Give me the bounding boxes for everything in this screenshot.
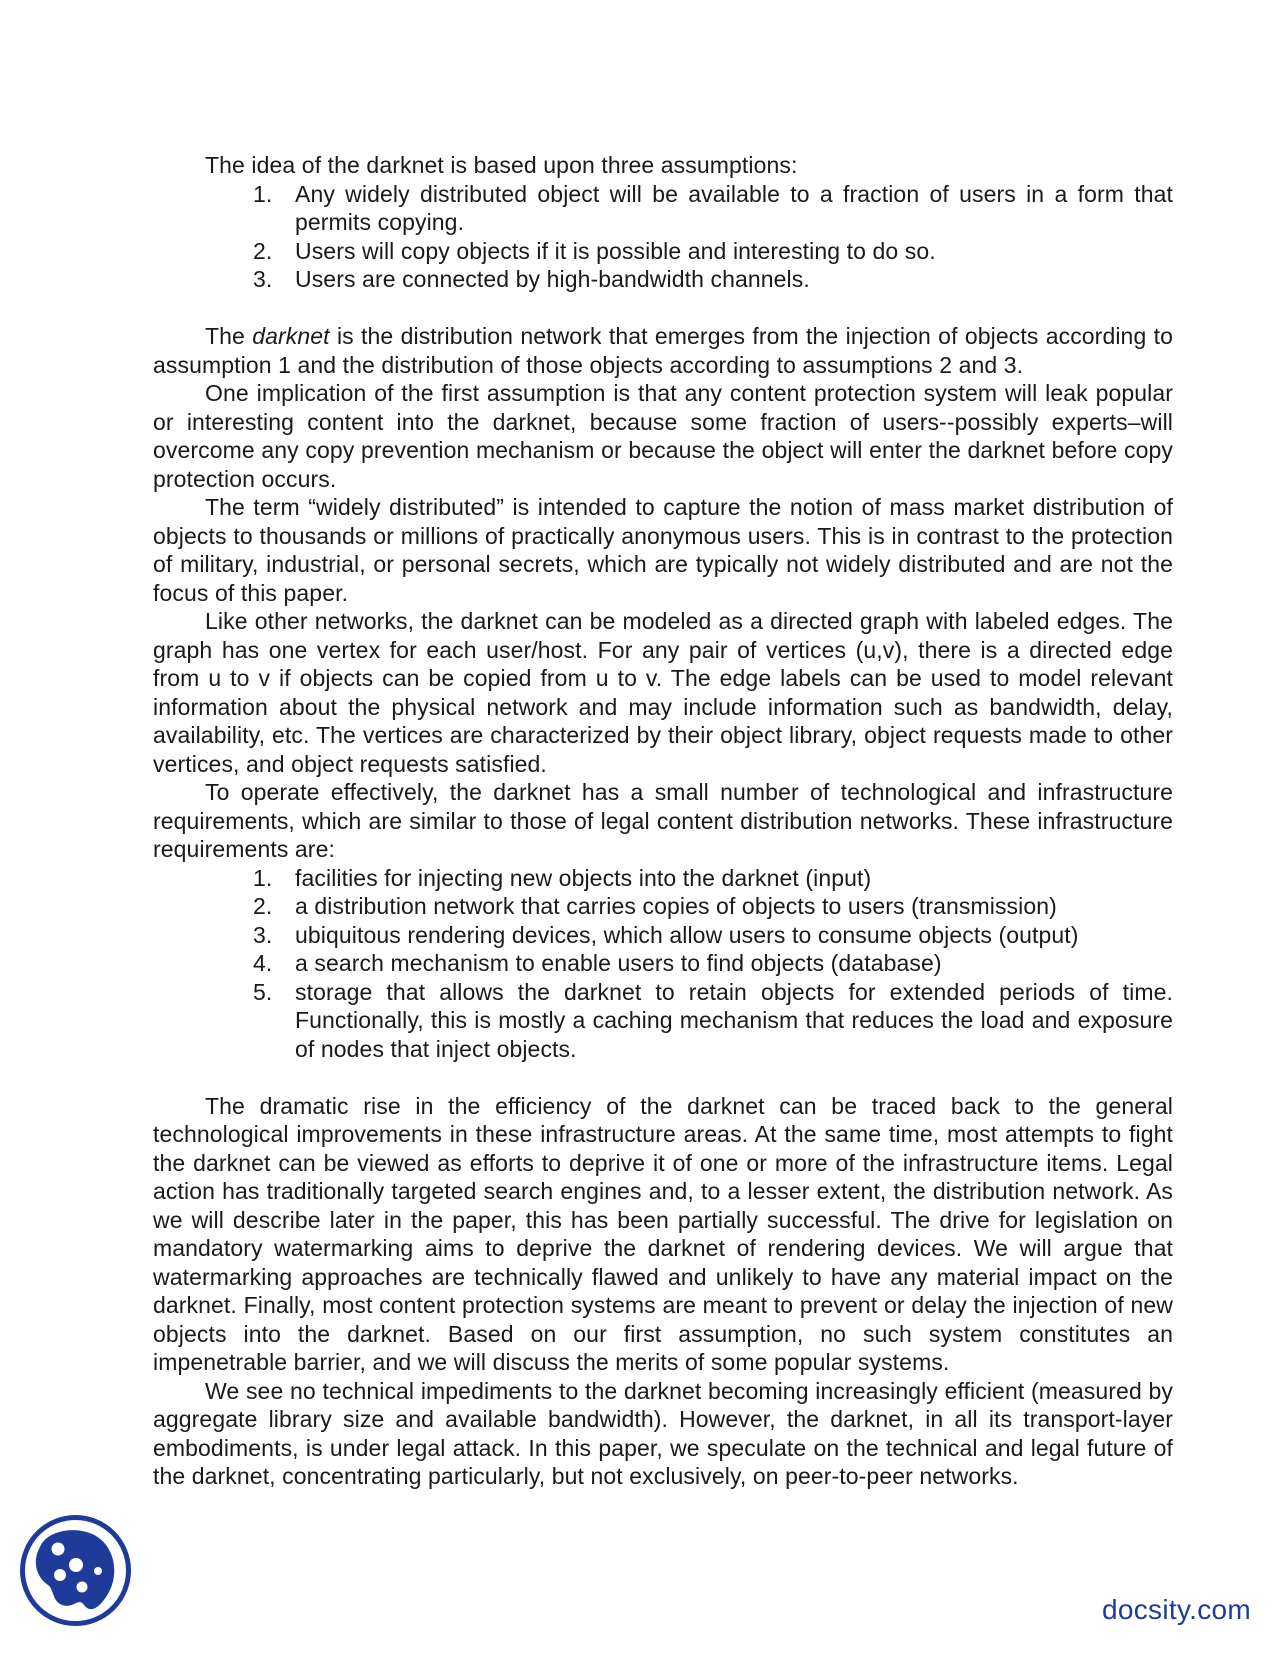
requirements-list xyxy=(153,864,1173,1064)
spacer xyxy=(153,1063,1173,1092)
spacer xyxy=(153,294,1173,323)
list-item-text: ubiquitous rendering devices, which allow users to consume objects (output) xyxy=(295,921,1079,948)
document-body xyxy=(153,151,1173,1641)
paragraph-infrastructure: To operate effectively, the darknet has a small number of technological and infrastructure requirements, which are similar to those of legal content distribution networks. These infrastructure requirements are: xyxy=(153,779,1173,862)
list-number: 2. xyxy=(253,893,273,919)
paragraph-efficiency: The dramatic rise in the efficiency of the darknet can be traced back to the general technological improvements in these infrastructure areas. At the same time, most attempts to fight the darknet can be viewed as efforts to deprive it of one or more of the infrastructure items. Legal action has traditionally targeted search engines and, to a lesser extent, the distribution network. As we will describe later in the paper, this has been partially successful. The drive for legislation on mandatory watermarking aims to deprive the darknet of rendering devices. We will argue that watermarking approaches are technically flawed and unlikely to have any material impact on the darknet. Finally, most content protection systems are meant to prevent or delay the injection of new objects into the darknet. Based on our first assumption, no such system constitutes an impenetrable barrier, and we will discuss the merits of some popular systems. xyxy=(153,1092,1173,1375)
paragraph-directed-graph: Like other networks, the darknet can be modeled as a directed graph with labeled edges. The graph has one vertex for each user/host. For any pair of vertices (u,v), there is a directed edge from u to v if objects can be copied from u to v. The edge labels can be used to model relevant information about the physical network and may include information such as bandwidth, delay, availability, etc. The vertices are characterized by their object library, object requests made to other vertices, and object requests satisfied. xyxy=(153,608,1173,777)
list-number: 2. xyxy=(253,237,273,264)
list-item xyxy=(253,949,1173,978)
list-number: 3. xyxy=(253,266,273,292)
assumptions-list xyxy=(153,180,1173,294)
list-number: 1. xyxy=(253,180,273,207)
docsity-brand-link[interactable]: docsity.com xyxy=(1102,1594,1252,1625)
list-item xyxy=(253,180,1173,237)
list-item-text: a search mechanism to enable users to find objects (database) xyxy=(295,950,942,976)
paragraph-widely-distributed: The term “widely distributed” is intended to capture the notion of mass market distribution of objects to thousands or millions of practically anonymous users. This is in contrast to the protection of military, industrial, or personal secrets, which are typically not widely distributed and are not the focus of this paper. xyxy=(153,494,1173,606)
list-item xyxy=(253,864,1173,893)
assumptions-intro: The idea of the darknet is based upon three assumptions: xyxy=(205,152,798,178)
list-number: 1. xyxy=(253,864,273,891)
list-item xyxy=(253,921,1173,950)
page-right-crop xyxy=(1177,140,1280,1520)
list-item-text: Users are connected by high-bandwidth channels. xyxy=(295,266,810,292)
list-item-text: Any widely distributed object will be available to a fraction of users in a form that permits copying. xyxy=(295,180,1173,235)
list-item-text: a distribution network that carries copies of objects to users (transmission) xyxy=(295,893,1057,919)
list-number: 3. xyxy=(253,921,273,948)
list-item-text: Users will copy objects if it is possible and interesting to do so. xyxy=(295,237,936,264)
list-item xyxy=(253,237,1173,266)
list-item-text: facilities for injecting new objects into the darknet (input) xyxy=(295,864,872,891)
list-item xyxy=(253,978,1173,1064)
list-number: 4. xyxy=(253,950,273,976)
list-number: 5. xyxy=(253,978,273,1005)
list-item-text: storage that allows the darknet to retain objects for extended periods of time. Functionally, this is mostly a caching mechanism that reduces the load and exposure of nodes that inject objects. xyxy=(295,978,1173,1062)
docsity-logo-icon[interactable] xyxy=(18,1513,133,1628)
darknet-term: darknet xyxy=(252,323,330,349)
paragraph-legal-attack: We see no technical impediments to the darknet becoming increasingly efficient (measured by aggregate library size and available bandwidth). However, the darknet, in all its transport-layer embodiments, is under legal attack. In this paper, we speculate on the technical and legal future of the darknet, concentrating particularly, but not exclusively, on peer-to-peer networks. xyxy=(153,1377,1173,1489)
list-item xyxy=(253,892,1173,921)
list-item xyxy=(253,265,1173,294)
paragraph-implication: One implication of the first assumption is that any content protection system will leak popular or interesting content into the darknet, because some fraction of users--possibly experts–will overcome any copy prevention mechanism or because the object will enter the darknet before copy protection occurs. xyxy=(153,380,1173,492)
paragraph-darknet-definition: The darknet is the distribution network that emerges from the injection of objects according to assumption 1 and the distribution of those objects according to assumptions 2 and 3. xyxy=(153,323,1173,378)
